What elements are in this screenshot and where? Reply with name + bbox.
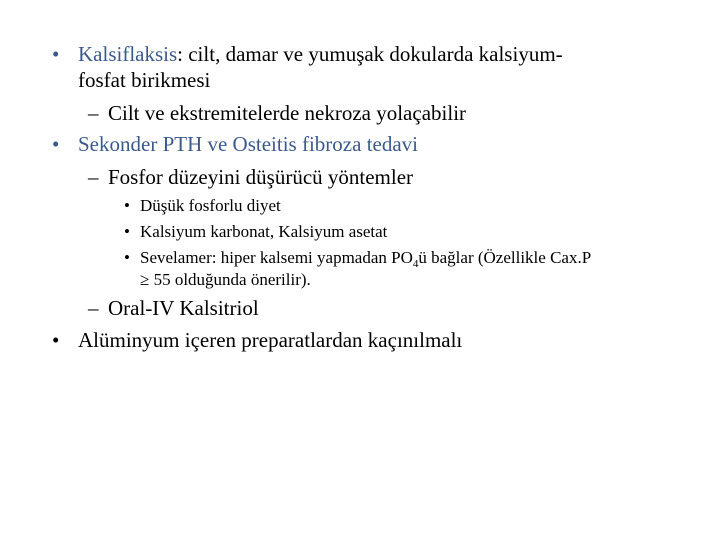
bullet-marker: •	[124, 248, 130, 267]
necrosis-text: Cilt ve ekstremitelerde nekroza yolaçabilir	[108, 101, 467, 125]
sevelamer-text	[140, 249, 591, 270]
dash-marker: –	[88, 165, 99, 189]
phosphate-lowering-text: Fosfor düzeyini düşürücü yöntemler	[108, 165, 414, 189]
po4-subscript: 4	[412, 258, 419, 270]
sevelamer-text-a: Sevelamer: hiper kalsemi yapmadan PO	[140, 248, 413, 267]
sevelamer-text-cont: ≥ 55 olduğunda önerilir).	[140, 270, 311, 289]
sevelamer-text-b: ü bağlar (Özellikle Cax.P	[418, 248, 592, 267]
calcitriol-text: Oral-IV Kalsitriol	[108, 296, 259, 320]
diet-text: Düşük fosforlu diyet	[140, 196, 281, 215]
bullet-marker: •	[124, 196, 130, 215]
bullet-marker: •	[52, 132, 60, 156]
calciphylaxis-text	[78, 44, 563, 65]
calciphylaxis-definition-cont: fosfat birikmesi	[78, 68, 211, 92]
calciphylaxis-definition: : cilt, damar ve yumuşak dokularda kalsiyum-	[177, 42, 563, 66]
calciphylaxis-term: Kalsiflaksis	[78, 42, 178, 66]
bullet-marker: •	[52, 42, 60, 66]
bullet-marker: •	[124, 222, 130, 241]
aluminium-text: Alüminyum içeren preparatlardan kaçınılmalı	[78, 328, 463, 352]
pth-heading: Sekonder PTH ve Osteitis fibroza tedavi	[78, 132, 418, 156]
dash-marker: –	[88, 101, 99, 125]
dash-marker: –	[88, 296, 99, 320]
bullet-marker: •	[52, 328, 60, 352]
calcium-salts-text: Kalsiyum karbonat, Kalsiyum asetat	[140, 222, 388, 241]
